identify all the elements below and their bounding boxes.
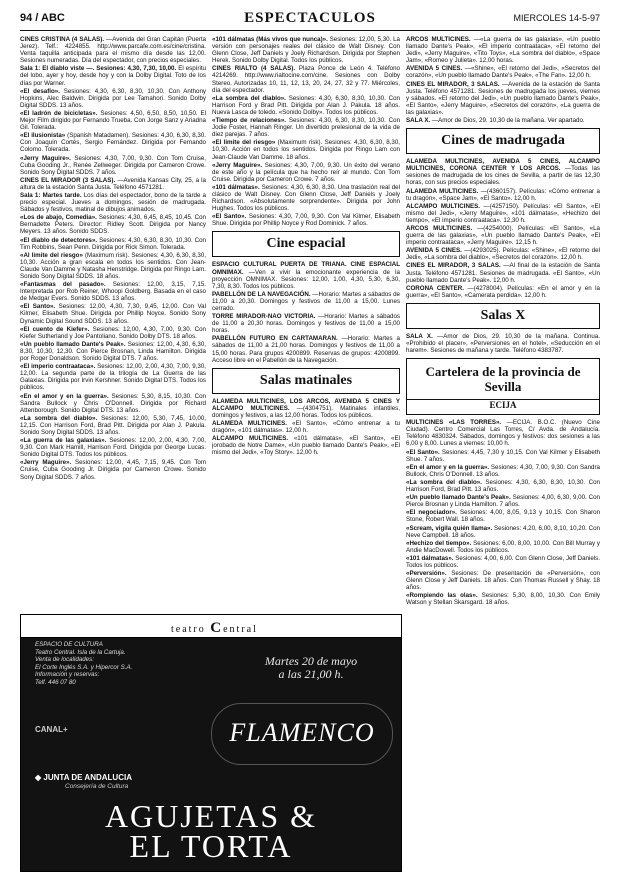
listing-entry <box>406 449 600 463</box>
cartelera-town-heading: ECIJA <box>406 399 600 415</box>
listing-entry <box>20 132 206 153</box>
listing-entry <box>406 225 600 246</box>
listing-title: ALAMEDA MULTICINES, AVENIDA 5 CINES, ALCAMPO MULTICINES, CORONA CENTER Y LOS ARCOS. <box>406 158 600 173</box>
ad-performers-title <box>31 798 391 864</box>
listing-details: Sesiones: 4,30, 6,30, 8,30, 10,30. Con Harrison Ford y Brad Pitt. Dirigida por Alan J. Pakula. 18 años. Nueva Lasca de toledo. «Sonido Dolby». Todos los públicos. <box>212 94 400 116</box>
listing-details: «101 dálmatas», «El Santo», «El jorobado de Notre Dame», «Un pueblo llamado Dante's Peak», «El mismo del Jedi», «Toy Story». 12,00 h. <box>212 435 400 457</box>
listing-details: —(4293025). Películas: «Shine», «El retorno del Jedi», «La sombra del diablo», «Secretos del corazón». 12,00 h. <box>406 247 600 262</box>
ad-genre-badge: FLAMENCO <box>211 703 393 765</box>
listing-details: Sesiones: 4,45, 7,30 y 10,15. Con Val Kilmer y Elisabeth Shue. 7 años. <box>406 448 600 463</box>
listing-entry <box>20 326 206 340</box>
listing-title: «Al limite del riesgo» <box>20 251 83 259</box>
listing-title: «Rompiendo las olas». <box>406 592 478 600</box>
listing-entry <box>20 252 206 280</box>
listing-details: Sesiones: 4,00, 8,05, 9,13 y 10,15. Con Sharon Stone, Robert Wall. 18 años. <box>406 509 600 524</box>
listing-title: PABELLÓN DE LA NAVEGACIÓN. <box>212 290 311 298</box>
listing-title: «Scream, vigila quién llama». <box>406 524 493 532</box>
listing-details: Sesiones: 12,00, 4,30, 6,30, 8,30, 10,30, 12,30. Con Pierce Brosnan, Linda Hamilton. Dirigida por Roger Donaldson. Sonido Digital DTS. 7 años. <box>20 340 206 363</box>
listing-title: AVENIDA 5 CINES. <box>406 247 462 255</box>
listing-title: «El Santo». <box>212 213 247 221</box>
listing-title: CINES EL MIRADOR, 3 SALAS. <box>406 262 501 270</box>
listing-title: CINES EL MIRADOR, 3 SALAS. <box>406 80 500 88</box>
issue-date: MIERCOLES 14-5-97 <box>513 13 600 23</box>
listing-entry <box>212 65 400 93</box>
junta-emblem-icon: ◆ <box>35 773 42 782</box>
listing-details: —(4304751). Matinales infantiles, domingos y festivos, a las 12,00 horas. Todos los públicos. <box>212 404 400 419</box>
ad-date <box>231 655 391 681</box>
listing-details: —«Shine», «El retorno del Jedi», «Secretos del corazón», «Un pueblo llamado Dante's Peak», «The Fan». 12,00 h. <box>406 65 600 80</box>
listing-title: CINES EL MIRADOR (3 SALAS). <box>20 176 116 184</box>
listing-entry <box>406 188 600 202</box>
listing-details: Sesiones: 12,00, 2,00, 4,30, 7,00, 9,30, 12,00. La segunda parte de la trilogía de La Guerra de las Galaxias. Dirigida por Irvin Kershner. Sonido Digital DTS. Todos los públicos. <box>20 363 206 392</box>
listing-title: «101 dálmatas». <box>212 183 260 191</box>
listing-entry <box>20 363 206 391</box>
listing-title: «La sombra del diablo». <box>20 414 98 422</box>
listing-entry <box>212 162 400 183</box>
listing-entry <box>212 261 400 289</box>
cartelera-provincia-heading: Cartelera de la provincia de Sevilla <box>406 358 600 400</box>
listing-title: «Un pueblo llamado Dante's Peak». <box>20 340 126 348</box>
listing-title: «El limite del riesgo» <box>212 139 276 147</box>
listing-title: «El negociador». <box>406 509 457 517</box>
listing-entry <box>406 464 600 478</box>
listing-title: «El desafío». <box>20 87 60 95</box>
listing-entry <box>406 555 600 569</box>
listing-title: ARCOS MULTICINES. <box>406 36 471 43</box>
listing-entry <box>20 192 206 213</box>
listing-details: —(4278004). Películas: «En el amor y en la guerra», «El Santo», «Camerata perdida». 12,00 h. <box>406 284 600 299</box>
listing-title: «El Santo». <box>20 303 56 311</box>
listing-details: —«La guerra de las galaxias», «Un pueblo llamado Dante's Peak», «El imperio contraataca», «El retorno del Jedi», «Jerry Maguire», «Tito Toys», «La sombra del diablo», «Space Jam», «Romeo y Julieta». 12,00 horas. <box>406 36 600 65</box>
listing-title: ESPACIO CULTURAL PUERTA DE TRIANA. CINE ESPACIAL OMNIMAX. <box>212 261 400 276</box>
listing-title: AVENIDA 5 CINES. <box>406 65 463 73</box>
listing-entry <box>20 459 206 480</box>
listing-title: «El ladrón de bicicletas». <box>20 109 98 117</box>
listings-column-1 <box>20 36 206 608</box>
listing-title: «La sombra del diablo». <box>212 94 286 102</box>
listing-details: Sesiones: 12,00, 5,30. La versión con personajes reales del clásico de Walt Disney. Con Glenn Close, Jeff Daniels y Joely Richardson. Dirigida por Stephen Herek. Sonido Dolby Digital. Todos los públicos. <box>212 36 400 65</box>
ad-info-line: Telf. 446 07 80 <box>35 678 76 686</box>
listing-entry <box>212 95 400 116</box>
listing-title: ALCAMPO MULTICINES. <box>406 202 480 210</box>
ad-junta-logo <box>35 773 132 782</box>
ad-junta-text: JUNTA DE ANDALUCIA <box>43 773 132 782</box>
listing-entry <box>406 36 600 64</box>
listing-details: —Avenida de la estación de Santa Justa. Teléfono 4571281. Sesiones de madrugada los jueves, viernes y sábados. «El retorno del Jedi», «Un pueblo llamado Dante's Peak», «El Santo», «Jerry Maguire», «Secretos del corazón», «La guerra de las galaxias». <box>406 80 600 116</box>
page-number: 94 / ABC <box>20 12 65 24</box>
listing-details: Sesiones: 4,30, 6,45, 8,45, 10,45. Con Bernadette Peters. Director: Ridley Scott. Dirigida por Nancy Meyers. 13 años. Sonido SDDS. <box>20 214 206 236</box>
ad-sponsor: CANAL+ <box>35 725 68 734</box>
listing-title: «El imperio contraataca». <box>20 363 96 371</box>
listing-title: CORONA CENTER. <box>406 284 464 292</box>
listing-details: Sesiones: 4,30, 7,00, 9,30. Un éxito del verano de este año y la película que ha hecho reír al mundo. Con Tom Cruise. Dirigida por Cameron Crowe. 7 años. <box>212 161 400 183</box>
listing-entry <box>212 36 400 64</box>
listing-details: (Maximum risk). Sesiones: 4,30, 6,30, 8,30, 10,30. Acción a gran escala en todos los sentidos. Con Jean-Claude Van Damme y Natasha Henstridge. Dirigida por Ringo Lam. Sonido Sony Digital SDDS. 18 años. <box>20 251 206 280</box>
listing-details: Sesiones: 12,00, 4,45, 7,15, 9,45. Con Tom Cruise, Cuba Gooding Jr. Dirigida por Cameron Crowe. Sonido Sony Digital SDDS. 7 años. <box>20 459 206 481</box>
ad-consejeria: Consejería de Cultura <box>65 783 129 790</box>
listing-entry <box>406 570 600 591</box>
listing-title: CINES CRISTINA (4 SALAS). <box>20 36 105 43</box>
ad-info-line: Teatro Central. Isla de la Cartuja. <box>35 648 126 656</box>
listing-title: «El ilusionista» <box>20 132 66 140</box>
listing-details: —Horario: Martes a sábados de 11,00 a 21,00 horas. Domingos y festivos de 11,00 a 15,00 horas. Para grupos 4200899. Reservas de grupos: 4200899. Acceso libre en el Pabellón de la Navegación. <box>212 335 400 364</box>
listing-entry <box>20 65 206 86</box>
listing-title: ALAMEDA MULTICINES, LOS ARCOS, AVENIDA 5 CINES Y ALCAMPO MULTICINES. <box>212 397 400 412</box>
listing-entry <box>212 420 400 434</box>
listing-details: Sesiones: 12,00, 4,30, 7,00, 9,30. Con Kiefer Sutherland y Joe Pantoliano. Sonido Dolby DTS. 18 años. <box>20 325 206 340</box>
listing-details: El espíritu del lobo, ayer y hoy, desde hoy y con la Dolby Digital. Toto de los días por Warner. <box>20 65 206 87</box>
listing-title: «Tiempo de relaciones». <box>212 117 286 125</box>
listing-entry <box>406 203 600 224</box>
listing-entry <box>212 313 400 334</box>
listing-entry <box>20 177 206 191</box>
listing-title: «Jerry Maguire». <box>20 459 72 467</box>
listings-column-2 <box>212 36 400 594</box>
salas-x-heading: Salas X <box>406 303 600 329</box>
listing-entry <box>212 398 400 419</box>
listing-title: Sala 1: El diablo viste —. Sesiones: 4,30, 7,30, 10,00. <box>20 65 177 73</box>
listing-title: «El Santo». <box>406 448 440 456</box>
listing-entry <box>406 262 600 283</box>
ad-info-line: Información y reservas: <box>35 671 100 679</box>
listing-entry <box>20 437 206 458</box>
section-title: ESPECTACULOS <box>244 10 376 26</box>
listing-title: «101 dálmatas (Más vivos que nunca)». <box>212 36 328 43</box>
listing-entry <box>406 333 600 354</box>
listing-title: «Perversión». <box>406 570 447 578</box>
listing-details: —Avenida Kansas City, 25, a la altura de la estación Santa Justa. Teléfono 4571281. <box>20 176 206 191</box>
listing-details: Sesiones: 6,00, 8,00, 10,00. Con Bill Murray y Andie MacDowell. Todos los públicos. <box>406 539 600 554</box>
ad-info-line: ESPACIO DE CULTURA <box>35 641 103 648</box>
salas-matinales-heading: Salas matinales <box>212 368 400 394</box>
listing-details: Sesiones: 4,30, 6,30, 8,30. Una traslación real del clásico de Walt Disney. Con Glenn Close, Jeff Daniels y Joely Richardson. «Absolutamente sorprendente». Dirigida por John Hughes. Todos los públicos. <box>212 183 400 213</box>
listing-title: ALCAMPO MULTICINES. <box>212 435 289 443</box>
listing-details: (Spanish Matadamen). Sesiones: 4,30, 6,30, 8,30. Con Joaquín Cortés, Sergio Fernández. Dirigida por Fernando Colomo. Tolerada. <box>20 132 206 154</box>
logo-letter-c: C <box>210 620 224 636</box>
listing-entry <box>212 117 400 138</box>
listing-title: SALA X. <box>406 117 431 125</box>
listing-title: ALAMEDA MULTICINES. <box>212 420 287 428</box>
listing-entry <box>212 139 400 160</box>
listing-title: «El diablo de detectores». <box>20 236 98 244</box>
listing-entry <box>212 435 400 456</box>
listing-details: Plaza Ponce de León 4. Teléfono 4214269. http://www.rialtocine.com/cine. Sesiones con Dolby Stereo. Autorizadas 10, 11, 12, 13, 20, 24, 27, 32 y 77. Miércoles, día del espectador. <box>212 65 400 94</box>
page-header <box>20 8 600 31</box>
listing-entry <box>20 393 206 414</box>
listing-details: Sesiones: 12,00, 2,00, 4,30, 7,00, 9,30. Con Mark Hamill, Harrison Ford. Dirigida por George Lucas. Sonido Digital DTS. Todos los públicos. <box>20 437 206 459</box>
listing-entry <box>406 158 600 186</box>
listing-details: Sesiones: 5,30, 8,15, 10,30. Con Sandra Bullock y Chris O'Donnell. Dirigida por Richard Attenborough. Sonido Digital DTS. 13 años. <box>20 392 206 414</box>
listing-title: «Hechizo del tiempo». <box>406 539 472 547</box>
listing-entry <box>406 494 600 508</box>
listing-entry <box>20 281 206 302</box>
listing-details: Sesiones: 4,30, 6,30, 8,30, 10,30. Con Tim Robbins, Sean Penn. Dirigida por Rick Simon. Tolerada. <box>20 236 206 251</box>
listing-entry <box>406 509 600 523</box>
listing-title: CINES RIALTO (4 SALAS). <box>212 65 296 73</box>
listing-details: Sesiones: 4,20, 6,00, 8,10, 10,20. Con Neve Campbell. 18 años. <box>406 524 600 539</box>
listing-details: —Amor de Dios, 29. 10,30 de la mañana. Continua. «Prohibido el placer», «Perversiones en el hotel», «Seducción en el harem». Sesiones de mañana y tarde. Teléfono 4383787. <box>406 332 600 355</box>
listing-title: «Los de abajo, Comedia». <box>20 214 97 222</box>
listing-entry <box>20 341 206 362</box>
listing-title: «Jerry Maguire». <box>20 154 71 162</box>
listings-column-3 <box>406 36 600 876</box>
listing-details: Sesiones: 4,30, 6,30, 8,30, 10,30. Con Anthony Hopkins, Alec Baldwin. Dirigida por Lee Tamahori. Sonido Dolby Digital SDDS. 13 años. <box>20 87 206 109</box>
listing-entry <box>406 540 600 554</box>
listing-details: Sesiones: 4,30, 7,00, 9,30. Con Val Kilmer, Elisabeth Shue. Dirigida por Phillip Noyce y Rod Dominick. 7 años. <box>212 213 400 228</box>
logo-text-post: entral <box>223 624 258 635</box>
listing-details: Sesiones: 4,00, 6,00. Con Glenn Close, Jeff Daniels. Todos los públicos. <box>406 554 600 569</box>
listing-title: «Fantasmas del pasado». <box>20 281 106 289</box>
listing-entry <box>212 335 400 363</box>
listing-details: Sesiones: 4,30, 6,30, 8,30, 10,30. Con Jodie Foster, Hannah Ringer. Un divertido prelesional de la vida de diez parejas. 7 años. <box>212 117 400 139</box>
listing-details: Sesiones: 4,30, 7,00, 9,30. Con Sandra Bullock, Chris O'Donnell. 13 años. <box>406 463 600 478</box>
listing-title: TORRE MIRADOR-NAO VICTORIA. <box>212 313 316 321</box>
listing-entry <box>20 155 206 176</box>
ad-info-line: El Corte Inglés S.A. y Hipercor S.A. <box>35 663 133 671</box>
listing-details: Sesiones: 5,30, 8,00, 10,30. Con Emily Watson y Stellan Skarsgard. 18 años. <box>406 592 600 607</box>
listing-entry <box>406 592 600 606</box>
listing-entry <box>406 285 600 299</box>
listing-details: Sesiones: 4,50, 6,50, 8,50, 10,50. El Mejor Film dirigido por Fernando Trueba. Con Jorge Sanz y Ariadna Gil. Tolerada. <box>20 109 206 132</box>
listing-title: «En el amor y en la guerra». <box>406 463 490 471</box>
listing-entry <box>406 247 600 261</box>
listing-title: «En el amor y en la guerra». <box>20 392 109 400</box>
listing-title: «La sombra del diablo». <box>406 478 482 486</box>
listing-title: SALA X. <box>406 332 433 340</box>
listing-details: —(4360157). Películas: «Cómo entrenar a tu dragón», «Space Jam», «El Santo». 12,00 h. <box>406 187 600 202</box>
listing-details: —(4254000). Películas: «El Santo», «La guerra de las galaxias», «Un pueblo llamado Dante's Peak», «El imperio contraataca», «Jerry Maguire». 12,15 h. <box>406 224 600 247</box>
ad-title-line-1: AGUJETAS & <box>104 798 318 834</box>
listing-details: Sesiones: 12,00, 3,15, 7,15. Interpretada por Rob Reiner, Whoopi Goldberg. Basada en el caso de Medgar Evers. Sonido SDDS. 13 años. <box>20 281 206 303</box>
listing-title: «El cuento de Kiefer». <box>20 325 90 333</box>
listing-entry <box>20 303 206 324</box>
listing-details: —Horario: Martes a sábados de 11,00 a 20,30. Domingos y festivos de 11,00 a 15,00. Lunes cerrado. <box>212 290 400 312</box>
listing-details: —Horario: Martes a sábados de 11,00 a 20,30 horas. Domingos y festivos de 11,00 a 15,00 horas. <box>212 313 400 335</box>
listing-entry <box>20 110 206 131</box>
listing-details: Sesiones: 4,00, 6,30, 9,00. Con Pierce Brosnan y Linda Hamilton. 7 años. <box>406 494 600 509</box>
listing-entry <box>406 419 600 447</box>
ad-venue-info <box>35 641 165 687</box>
listing-details: Sesiones: 12,00, 4,30, 7,30, 9,45, 12,00. Con Val Kilmer, Elisabeth Shue. Dirigida por Phillip Noyce. Sonido Sony Dynamic Digital Sound SDDS. 13 años. <box>20 303 206 325</box>
listing-title: Sala 1: Martes tarde. <box>20 191 82 199</box>
logo-text-pre: teatro <box>171 624 211 635</box>
listing-details: —Amor de Dios, 29. 10,30 de la mañana. Ver apartado. <box>430 117 585 125</box>
listing-entry <box>406 81 600 116</box>
ad-logo-bar <box>21 615 401 638</box>
listing-details: —Avenida del Gran Capitán (Puerta Jerez). Telf.: 4224855. http://www.parcafe.com.es/cine/cristina. Venta taquilla anticipada para el mismo día desde las 12,00. Sesiones numeradas. Día del espectador, con precios especiales. <box>20 36 206 65</box>
listing-details: (Maximum risk). Sesiones: 4,30, 6,30, 8,30, 10,30. Acción en todos los sentidos. Dirigida por Ringo Lam con Jean-Claude Van Damme. 18 años. <box>212 139 400 161</box>
listing-entry <box>20 36 206 64</box>
listing-details: Sesiones: De presentación de «Perversión», con Glenn Close y Jeff Daniels. 18 años. Con Thomas Russell y Shay. 18 años. <box>406 570 600 592</box>
listing-title: MULTICINES «LAS TORRES». <box>406 419 502 427</box>
listing-entry <box>406 479 600 493</box>
listing-details: —(4257150). Películas: «El Santo», «El mismo del Jedi», «Jerry Maguire», «101 dálmatas», «Hechizo del tiempo», «El imperio contraataca». 12,30 h. <box>406 202 600 224</box>
listing-details: «El Santo», «Cómo entrenar a tu dragón», «101 dálmatas». 12,00 h. <box>212 420 400 435</box>
teatro-central-advertisement <box>20 614 402 872</box>
listing-entry <box>406 117 600 124</box>
ad-date-line-1: Martes 20 de mayo <box>264 654 358 668</box>
listing-title: «Jerry Maguire». <box>212 161 263 169</box>
listing-entry <box>212 213 400 227</box>
teatro-central-logo <box>171 620 258 637</box>
listing-details: —Al final de la estación de Santa Justa. Teléfono 4571281. Sesiones de madrugada. «El Santo», «Un pueblo llamado Dante's Peak». 12,00 h. <box>406 262 600 284</box>
listing-details: Sesiones: 4,30, 6,30, 8,30, 10,30. Con Harrison Ford, Brad Pitt. 13 años. <box>406 478 600 494</box>
listing-entry <box>212 291 400 312</box>
listing-title: ALAMEDA MULTICINES. <box>406 187 479 195</box>
listing-entry <box>212 184 400 212</box>
listing-details: —Ven a vivir la emocionante experiencia de la proyección OMNIMAX. Sesiones: 12,00, 1,00, 4,30, 5,30, 6,30, 7,30, 8,30. Todos los públicos. <box>212 268 400 290</box>
listing-entry <box>406 65 600 79</box>
listing-details: —ECIJA. B.O.C. (Nuevo Cine Ciudad). Centro Comercial Las Torres, C/ Avda. de Andalucía. Teléfono 4830324. Sábados, domingos y festivos: dos sesiones a las 6,00 y 8,00. Lunes a viernes: 10,00 h. <box>406 419 600 448</box>
listing-entry <box>20 415 206 436</box>
ad-date-line-2: a las 21,00 h. <box>278 667 344 681</box>
listing-title: ARCOS MULTICINES. <box>406 224 473 232</box>
listing-title: «La guerra de las galaxias». <box>20 437 107 445</box>
listing-details: Los días del espectador, bono de la tarde a precio especial. Jueves a domingos, sesión de madrugada. Sábados y festivos, matinal de dibujos animados. <box>20 191 206 214</box>
listing-title: «Un pueblo llamado Dante's Peak». <box>406 494 511 502</box>
listing-title: PABELLÓN FUTURO EN CARTAMARAN. <box>212 335 338 343</box>
cine-espacial-heading: Cine espacial <box>212 231 400 257</box>
listing-entry <box>406 525 600 539</box>
listing-details: Sesiones: 4,30, 7,00, 9,30. Con Tom Cruise, Cuba Gooding Jr., Renée Zellweger. Dirigida por Cameron Crowe. Sonido Sony Digital SDDS. 7 años. <box>20 154 206 176</box>
ad-info-line: Venta de localidades: <box>35 656 94 664</box>
listing-entry <box>20 88 206 109</box>
ad-title-line-2: EL TORTA <box>129 828 293 864</box>
listing-entry <box>20 237 206 251</box>
listing-title: «101 dálmatas». <box>406 554 454 562</box>
listing-details: —Todas las sesiones de madrugada de los cines de Sevilla, a partir de las 12,30 horas, con sus precios especiales. <box>406 165 600 187</box>
cines-madrugada-heading: Cines de madrugada <box>406 128 600 154</box>
listing-details: Sesiones: 12,00, 5,30, 7,45, 10,00, 12,15. Con Harrison Ford, Brad Pitt. Dirigida por Alan J. Pakula. Sonido Sony Digital SDDS. 13 años. <box>20 414 206 436</box>
listing-entry <box>20 214 206 235</box>
